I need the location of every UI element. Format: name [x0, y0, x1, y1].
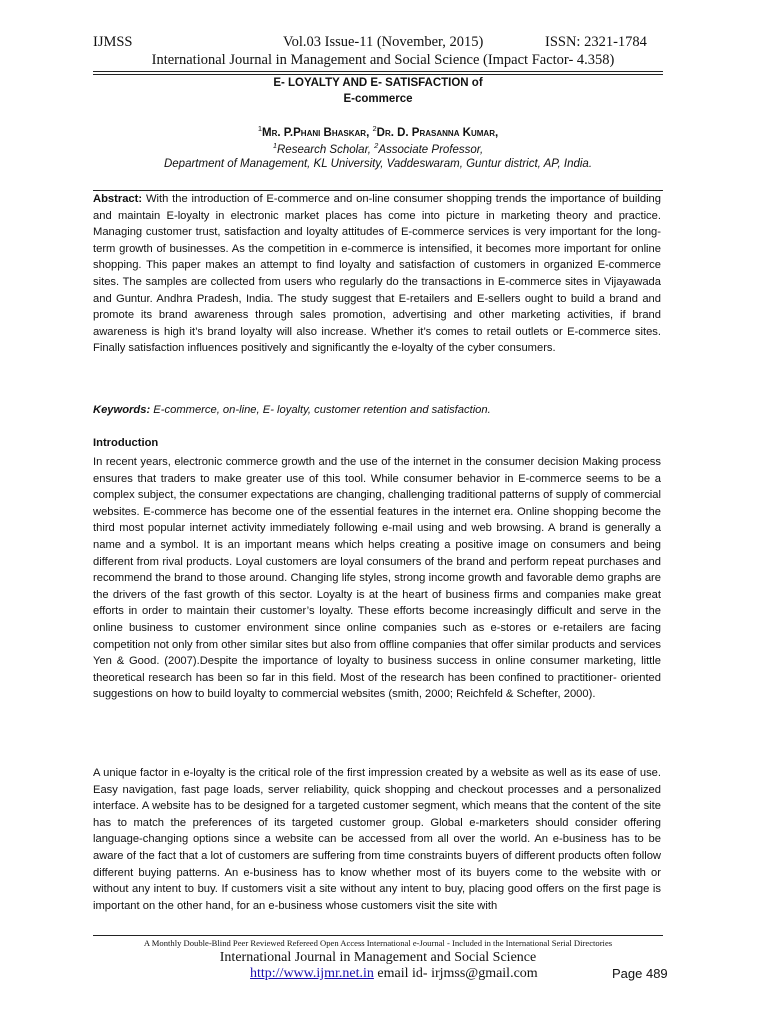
intro-paragraph-2: A unique factor in e-loyalty is the critical role of the first impression created by a website as well as its ease of use. Easy navigation, fast page loads, server reliability, quick shopping and checkout processes and a personalized interface. A website has to be designed for a targeted customer segment, which means that the content of the site has to match the preferences of its targeted customer group. Global e-marketers should consider offering language-changing options since a website can be accessed from all over the world. An e-business has to be aware of the fact that a lot of customers are suffering from time constraints buyers of different products often follow different buying patterns. An e-business has to know whether most of its buyers come to the website with or without any intent to buy. If customers visit a site without any intent to buy, placing good offers on the first page is important on the other hand, for an e-business whose customers visit the site with	[93, 767, 661, 912]
footer-note: A Monthly Double-Blind Peer Reviewed Refereed Open Access International e-Journal - Included in the International Serial Directories	[143, 938, 613, 948]
role2-marker: 2	[374, 141, 379, 150]
header-rule-top	[93, 71, 663, 72]
journal-website-link[interactable]: http://www.ijmr.net.in	[250, 966, 374, 981]
intro-paragraph-1: In recent years, electronic commerce growth and the use of the internet in the consumer decision Making process ensures that traders to make greater use of this tool. While consumer behavior in E-commerce seems to be a complex subject, the consumer expectations are changing, challenging traditional patterns of supply of commercial websites. E-commerce has become one of the essential features in the internet era. Online shopping become the third most popular internet activity immediately following e-mail using and web browsing. A brand is generally a name and a symbol. It is an important means which helps creating a positive image on consumers and being different from rival products. Loyal customers are loyal consumers of the brand and perform repeat purchases and recommend the brand to those around. Changing life styles, strong income growth and favorable demo graphs are the drivers of the fast growth of this sector. Loyalty is at the heart of business firms and companies make great efforts in order to maintain their customer’s loyalty. These efforts become increasingly difficult and serve in the online business to customer environment since online companies such as e-stores or e-retailers are facing competition not only from other similar sites but also from offline companies that offer similar products and services Yen & Good. (2007).Despite the importance of loyalty to business success in online consumer marketing, little theoretical research has been so far in this field. Most of the research has been confined to practitioner- oriented suggestions on how to build loyalty to commercial websites (smith, 2000; Reichfeld & Schefter, 2000).	[93, 456, 661, 701]
affiliation: Department of Management, KL University, Vaddeswaram, Guntur district, AP, India.	[163, 158, 593, 170]
footer-rule	[93, 935, 663, 936]
abstract-label: Abstract:	[93, 193, 143, 205]
article-title-line1: E- LOYALTY AND E- SATISFACTION of	[273, 77, 483, 89]
keywords	[93, 404, 661, 416]
section-heading-introduction: Introduction	[93, 437, 159, 449]
journal-abbrev: IJMSS	[93, 34, 133, 50]
abstract	[93, 191, 661, 357]
author2-marker: 2	[372, 124, 377, 133]
keywords-text: E-commerce, on-line, E- loyalty, customer retention and satisfaction.	[150, 404, 491, 416]
page-number: Page 489	[612, 966, 668, 981]
author-roles	[93, 141, 663, 156]
issn: ISSN: 2321-1784	[545, 34, 647, 50]
role1-marker: 1	[272, 141, 277, 150]
header-rule-bottom	[93, 74, 663, 75]
footer-email: email id- irjmss@gmail.com	[373, 966, 538, 981]
journal-name: International Journal in Management and Social Science (Impact Factor- 4.358)	[151, 52, 615, 68]
authors	[93, 124, 663, 139]
author2-name: Dr. D. Prasanna Kumar,	[376, 127, 499, 139]
author1-marker: 1	[257, 124, 262, 133]
article-title-line2: E-commerce	[343, 93, 413, 105]
footer-journal-name: International Journal in Management and Social Science	[219, 950, 537, 965]
volume-issue: Vol.03 Issue-11 (November, 2015)	[283, 34, 484, 50]
running-header	[93, 34, 661, 54]
abstract-text: With the introduction of E-commerce and on-line consumer shopping trends the importance of building and maintain E-loyalty in electronic market places has come into picture in marketing theory and practice. Managing customer trust, satisfaction and loyalty attitudes of E-commerce services is very important for the long-term growth of businesses. As the competition in e-commerce is intensified, it becomes more important for online shopping. This paper makes an attempt to find loyalty and satisfaction of customers in organized E-commerce sites. The samples are collected from users who regularly do the transactions in E-commerce sites in Vijayawada and Guntur. Andhra Pradesh, India. The study suggest that E-retailers and E-sellers ought to build a brand and promote its brand awareness through sales promotion, advertising and other marketing activities, if brand awareness is high it’s brand loyalty will also increase. Whether it’s comes to retail outlets or E-commerce sites. Finally satisfaction influences positively and significantly the e-loyalty of the cyber consumers.	[93, 193, 661, 355]
role1: Research Scholar,	[277, 144, 375, 156]
keywords-label: Keywords:	[93, 404, 151, 416]
footer-contact	[250, 966, 538, 982]
author1-name: Mr. P.Phani Bhaskar,	[262, 127, 373, 139]
role2: Associate Professor,	[378, 144, 484, 156]
